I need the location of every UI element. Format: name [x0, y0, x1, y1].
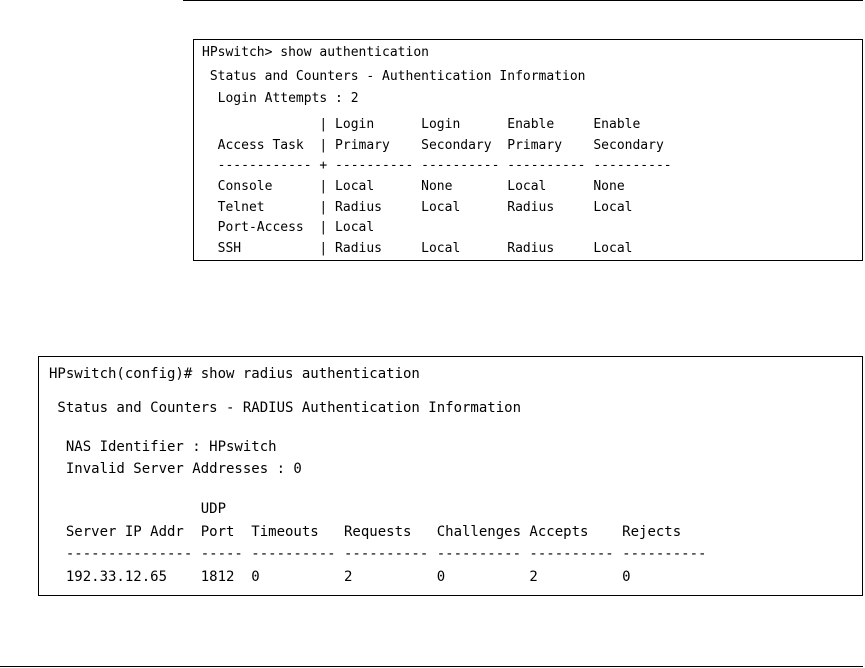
- table-header-row-1: | Login Login Enable Enable: [202, 117, 641, 132]
- status-title: Status and Counters - RADIUS Authentication Information: [49, 400, 522, 416]
- login-attempts: Login Attempts : 2: [202, 91, 359, 106]
- show-radius-authentication-terminal: [38, 356, 863, 596]
- table-row-port-access: Port-Access | Local: [202, 220, 375, 235]
- invalid-server-addresses: Invalid Server Addresses : 0: [49, 461, 302, 477]
- table-row-server: 192.33.12.65 1812 0 2 0 2 0: [49, 569, 631, 585]
- bottom-rule: [0, 666, 863, 667]
- command-line: HPswitch(config)# show radius authentication: [49, 366, 420, 382]
- nas-identifier: NAS Identifier : HPswitch: [49, 439, 277, 455]
- top-rule: [183, 0, 863, 1]
- status-title: Status and Counters - Authentication Information: [202, 69, 586, 84]
- table-row-telnet: Telnet | Radius Local Radius Local: [202, 200, 633, 215]
- table-separator: --------------- ----- ---------- ---------- ---------- ---------- ----------: [49, 546, 707, 562]
- table-header-row-2: Server IP Addr Port Timeouts Requests Challenges Accepts Rejects: [49, 524, 682, 540]
- table-header-row-1: UDP: [49, 501, 227, 517]
- table-row-console: Console | Local None Local None: [202, 179, 625, 194]
- table-row-ssh: SSH | Radius Local Radius Local: [202, 241, 633, 256]
- command-line: HPswitch> show authentication: [202, 45, 429, 60]
- show-authentication-terminal: [193, 39, 863, 261]
- table-header-row-2: Access Task | Primary Secondary Primary Secondary: [202, 138, 664, 153]
- table-separator: ------------ + ---------- ---------- ---------- ----------: [202, 158, 672, 173]
